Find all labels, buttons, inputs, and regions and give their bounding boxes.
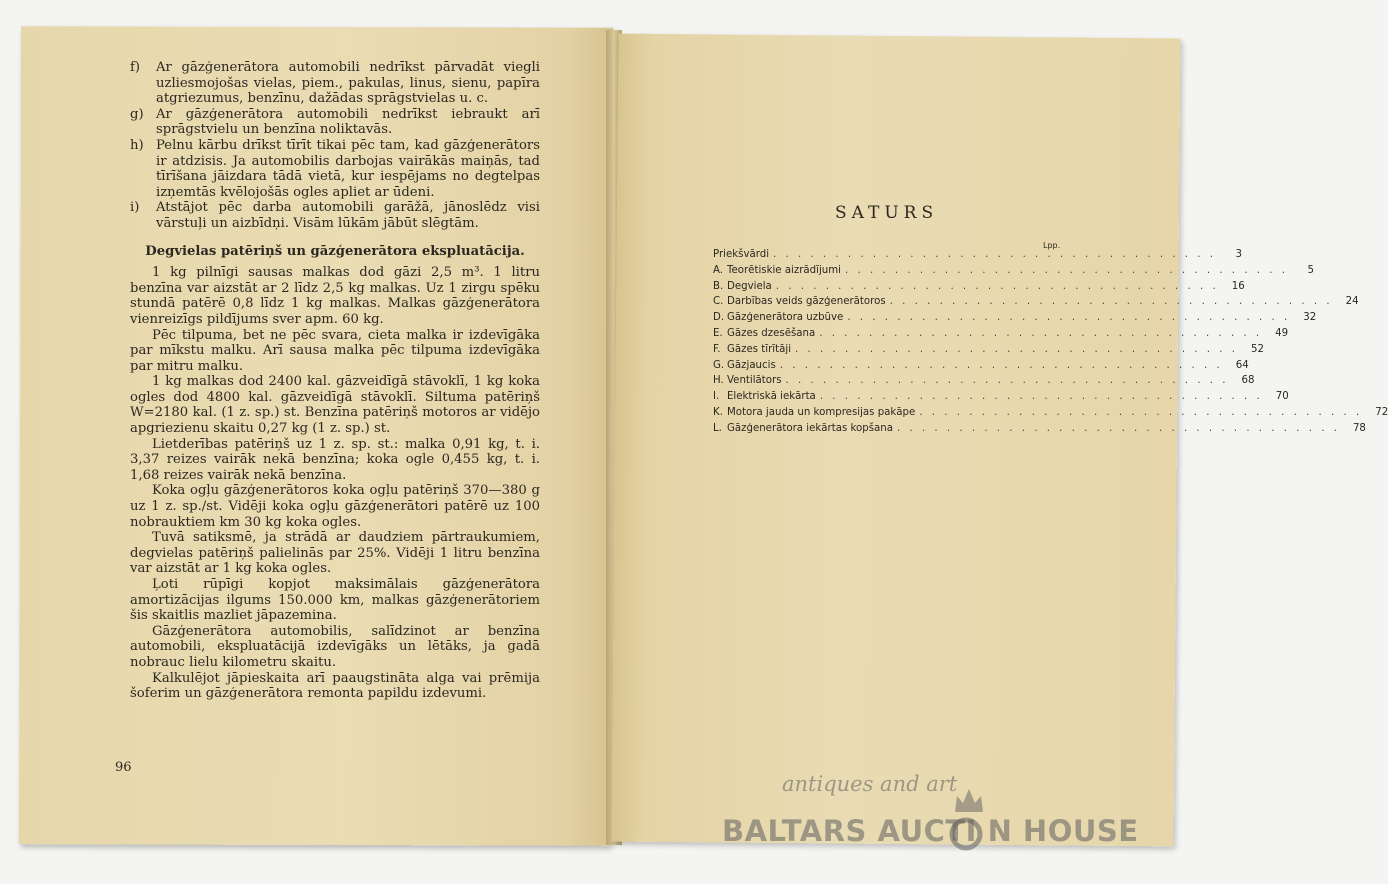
page-number: 96	[115, 760, 132, 775]
toc-label: Gāzes dzesēšana	[727, 327, 816, 339]
toc-label: Ventilātors	[727, 375, 782, 387]
watermark-brand: BALTARS AUCTI N HOUSE	[722, 814, 1139, 848]
toc-row	[713, 249, 1242, 265]
toc-label: Degviela	[727, 280, 772, 292]
toc-page-number: 49	[1275, 327, 1289, 339]
toc-row	[713, 406, 1388, 423]
toc-page-number: 64	[1235, 359, 1249, 371]
paragraph: 1 kg pilnīgi sausas malkas dod gāzi 2,5 m³. 1 litru benzīna var aizstāt ar 2 līdz 2,5 kg malkas. Uz 1 zirgu spēku stundā patērē 0,8 līdz 1 kg malkas. Malkas gāzģenerātora vienreizīgs pildījums sver apm. 60 kg.	[130, 265, 540, 327]
toc-label: Motora jauda un kompresijas pakāpe	[727, 406, 916, 418]
toc-label: Gāzes tīrītāji	[727, 343, 792, 355]
paragraph: 1 kg malkas dod 2400 kal. gāzveidīgā stāvoklī, 1 kg koka ogles dod 4800 kal. gāzveidīgā stāvoklī. Siltuma patēriņš W=2180 kal. (1 z. sp.) st. Benzīna patēriņš motoros ar vidējo apgriezienu skaitu 0,27 kg (1 z. sp.) st.	[130, 374, 540, 437]
toc-letter: E.	[713, 327, 723, 339]
item-marker: h)	[130, 137, 144, 153]
toc-leader-dots: . . . . . . . . . . . . . . . . . . . . . . . . . . . . . . . . . . . .	[845, 264, 1288, 276]
toc-row	[713, 391, 1289, 407]
toc-row	[713, 312, 1317, 328]
toc-row	[713, 343, 1264, 360]
right-page	[611, 34, 1180, 847]
paragraph: Gāzģenerātora automobilis, salīdzinot ar benzīna automobili, ekspluatācijā izdevīgāks un lētāks, ja gadā nobrauc lielu kilometru skaitu.	[130, 623, 540, 670]
toc-row	[713, 359, 1249, 376]
lens-icon	[948, 816, 984, 852]
item-text: Ar gāzģenerātora automobili nedrīkst pārvadāt viegli uzliesmojošas vielas, piem., pakulas, linus, sienu, papīra atgriezumus, benzīnu, dažādas sprāgstvielas u. c.	[156, 60, 540, 107]
toc-label: Priekšvārdi	[713, 249, 770, 260]
toc-row	[713, 296, 1359, 312]
toc-leader-dots: . . . . . . . . . . . . . . . . . . . . . . . . . . . . . . . . . . . .	[847, 312, 1291, 324]
paragraph: Ļoti rūpīgi kopjot maksimālais gāzģenerātora amortizācijas ilgums 150.000 km, malkas gāzģenerātoriem šis skaitlis mazliet jāpazemina.	[130, 577, 540, 624]
toc-row	[713, 422, 1366, 439]
toc-page-number: 68	[1241, 375, 1255, 387]
toc-row	[713, 375, 1255, 391]
toc-letter: A.	[713, 264, 724, 276]
paragraph: Pēc tilpuma, bet ne pēc svara, cieta malka ir izdevīgāka par mīkstu malku. Arī sausa malka pēc tilpuma izdevīgāka par mitru malku.	[130, 327, 540, 374]
toc-label: Gāzģenerātora iekārtas kopšana	[727, 422, 893, 434]
toc-letter: F.	[713, 343, 721, 355]
toc-page-number: 52	[1251, 343, 1264, 355]
toc-leader-dots: . . . . . . . . . . . . . . . . . . . . . . . . . . . . . . . . . . . .	[819, 391, 1263, 403]
list-item	[130, 60, 540, 107]
item-text: Atstājot pēc darba automobili garāžā, jānoslēdz visi vārstuļi un aizbīdņi. Visām lūkām jābūt slēgtām.	[156, 200, 540, 231]
toc-label: Gāzjaucis	[727, 359, 776, 371]
toc-leader-dots: . . . . . . . . . . . . . . . . . . . . . . . . . . . . . . . . . . . .	[896, 422, 1340, 434]
item-text: Pelnu kārbu drīkst tīrīt tikai pēc tam, kad gāzģenerātors ir atdzisis. Ja automobilis darbojas vairākās maiņās, tad tīrīšana jāizdara tādā vietā, kur iespējams no degtelpas izņemtās kvēlojošās ogles apliet ar ūdeni.	[156, 137, 540, 200]
paragraph: Koka ogļu gāzģenerātoros koka ogļu patēriņš 370—380 g uz 1 z. sp./st. Vidēji koka ogļu gāzģenerātori patērē uz 100 nobrauktiem km 30 kg koka ogles.	[130, 483, 540, 530]
table-of-contents	[713, 249, 1388, 439]
toc-letter: H.	[713, 375, 724, 387]
paragraph: Kalkulējot jāpieskaita arī paaugstināta alga vai prēmija šoferim un gāzģenerātora remonta papildu izdevumi.	[130, 670, 540, 702]
toc-page-number: 70	[1275, 391, 1289, 403]
list-item	[130, 138, 540, 200]
toc-row	[713, 264, 1314, 281]
toc-letter: B.	[713, 280, 724, 292]
toc-label: Darbības veids gāzģenerātoros	[727, 296, 886, 308]
crown-icon	[952, 786, 986, 816]
toc-page-number: 24	[1345, 296, 1359, 308]
toc-leader-dots: . . . . . . . . . . . . . . . . . . . . . . . . . . . . . . . . . . . .	[889, 296, 1333, 308]
toc-leader-dots: . . . . . . . . . . . . . . . . . . . . . . . . . . . . . . . . . . . .	[819, 327, 1263, 339]
item-marker: i)	[130, 200, 140, 216]
section-heading: Degvielas patēriņš un gāzģenerātora ekspluatācija.	[145, 243, 525, 259]
left-page-text	[130, 60, 540, 702]
toc-page-number: 16	[1231, 280, 1245, 292]
toc-leader-dots: . . . . . . . . . . . . . . . . . . . . . . . . . . . . . . . . . . . .	[773, 249, 1216, 260]
toc-label: Teorētiskie aizrādījumi	[727, 264, 842, 276]
toc-leader-dots: . . . . . . . . . . . . . . . . . . . . . . . . . . . . . . . . . . . .	[785, 375, 1229, 387]
item-marker: f)	[130, 60, 141, 75]
toc-letter: K.	[713, 406, 723, 418]
toc-leader-dots: . . . . . . . . . . . . . . . . . . . . . . . . . . . . . . . . . . . .	[795, 343, 1238, 355]
toc-letter: I.	[713, 391, 720, 403]
item-marker: g)	[130, 106, 144, 122]
list-item	[130, 107, 540, 138]
toc-leader-dots: . . . . . . . . . . . . . . . . . . . . . . . . . . . . . . . . . . . .	[779, 359, 1223, 371]
toc-label: Gāzģenerātora uzbūve	[727, 312, 844, 324]
toc-page-column-label: Lpp.	[1043, 241, 1061, 250]
toc-leader-dots: . . . . . . . . . . . . . . . . . . . . . . . . . . . . . . . . . . . .	[919, 406, 1363, 418]
toc-page-number: 3	[1235, 249, 1242, 260]
watermark-tagline: antiques and art	[782, 772, 958, 796]
paragraph: Lietderības patēriņš uz 1 z. sp. st.: malka 0,91 kg, t. i. 3,37 reizes vairāk nekā benzīna; koka ogle 0,455 kg, t. i. 1,68 reizes vairāk nekā benzīna.	[130, 436, 540, 483]
toc-letter: C.	[713, 296, 724, 308]
toc-row	[713, 327, 1289, 344]
toc-page-number: 32	[1303, 312, 1317, 324]
toc-letter: L.	[713, 422, 722, 434]
item-text: Ar gāzģenerātora automobili nedrīkst iebraukt arī sprāgstvielu un benzīna noliktavās.	[156, 106, 540, 138]
toc-label: Elektriskā iekārta	[727, 391, 816, 403]
toc-page-number: 78	[1352, 422, 1366, 434]
toc-letter: D.	[713, 312, 725, 324]
toc-page-number: 5	[1307, 264, 1314, 276]
toc-letter: G.	[713, 359, 725, 371]
toc-row	[713, 280, 1245, 297]
paragraph: Tuvā satiksmē, ja strādā ar daudziem pārtraukumiem, degvielas patēriņš palielinās par 25%. Vidēji 1 litru benzīna var aizstāt ar 1 kg koka ogles.	[130, 530, 540, 577]
toc-page-number: 72	[1375, 406, 1388, 418]
list-item	[130, 200, 540, 231]
toc-title: SATURS	[835, 203, 939, 223]
toc-leader-dots: . . . . . . . . . . . . . . . . . . . . . . . . . . . . . . . . . . . .	[775, 280, 1219, 292]
